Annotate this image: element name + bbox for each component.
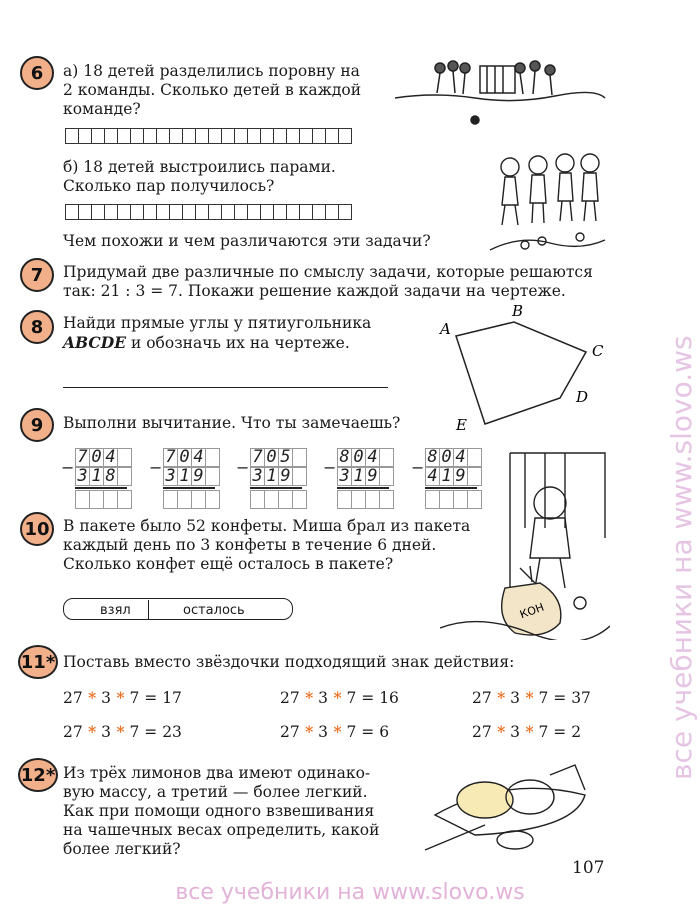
tug-of-war-illustration [395, 48, 615, 128]
digit-cell [379, 448, 394, 467]
minuend [425, 448, 481, 467]
grid-cell [195, 128, 209, 144]
result-line [163, 487, 215, 489]
digit-cell [425, 490, 440, 509]
minus-sign: − [149, 458, 163, 477]
digit-cell [379, 467, 394, 486]
digit-cell [191, 490, 206, 509]
digit-cell [89, 490, 104, 509]
children-pairs-illustration [480, 145, 610, 260]
equation-term: = 16 [356, 689, 399, 707]
equation [63, 688, 182, 707]
answer-grid-a [65, 128, 351, 144]
result-row [250, 490, 306, 509]
grid-cell [234, 204, 248, 220]
grid-cell [117, 204, 131, 220]
digit-cell [163, 490, 178, 509]
equation [280, 722, 389, 741]
digit-cell: 9 [278, 467, 293, 486]
equation-term: 3 [313, 689, 329, 707]
digit-cell [117, 490, 132, 509]
result-line [75, 487, 127, 489]
grid-cell [78, 128, 92, 144]
digit-cell [467, 448, 482, 467]
digit-cell [467, 467, 482, 486]
task-8-text-line2 [63, 333, 350, 353]
digit-cell: 9 [453, 467, 468, 486]
task-6-part-a: а) 18 детей разделились поровну на 2 команды. Сколько детей в каждой команде? [63, 62, 362, 118]
equation-term: 7 [341, 689, 357, 707]
digit-cell [453, 490, 468, 509]
result-line [337, 487, 389, 489]
grid-cell [273, 204, 287, 220]
vertex-e: E [456, 416, 467, 434]
grid-cell [247, 204, 261, 220]
result-line [425, 487, 477, 489]
digit-cell [278, 490, 293, 509]
operator-placeholder[interactable]: * [520, 722, 534, 741]
grid-cell [143, 128, 157, 144]
diagram-bar [63, 598, 293, 620]
grid-cell [247, 128, 261, 144]
grid-cell [130, 204, 144, 220]
grid-cell [299, 204, 313, 220]
grid-cell [182, 128, 196, 144]
task-6-badge: 6 [20, 56, 54, 90]
task-8-badge: 8 [20, 310, 54, 344]
equation [472, 688, 591, 707]
digit-cell: 1 [439, 467, 454, 486]
grid-cell [169, 128, 183, 144]
result-row [425, 490, 481, 509]
bar-divider [148, 600, 149, 620]
result-row [75, 490, 131, 509]
digit-cell: 4 [425, 467, 440, 486]
operator-placeholder[interactable]: * [299, 688, 314, 707]
digit-cell [292, 490, 307, 509]
grid-cell [182, 204, 196, 220]
operator-placeholder[interactable]: * [111, 722, 125, 741]
digit-cell [292, 467, 307, 486]
pentagon-name: ABCDE [63, 333, 127, 352]
digit-cell: 5 [278, 448, 293, 467]
digit-cell: 4 [103, 448, 118, 467]
equation-term: 3 [96, 689, 112, 707]
digit-cell [337, 490, 352, 509]
minuend [75, 448, 131, 467]
minus-sign: − [61, 458, 75, 477]
digit-cell [365, 490, 380, 509]
grid-cell [143, 204, 157, 220]
digit-cell: 9 [365, 467, 380, 486]
digit-cell: 7 [163, 448, 178, 467]
grid-cell [117, 128, 131, 144]
minus-sign: − [323, 458, 337, 477]
subtrahend [337, 467, 393, 486]
task-10-text: В пакете было 52 конфеты. Миша брал из пакета каждый день по 3 конфеты в течение 6 дней. Сколько конфет ещё осталось в пакете? [63, 517, 471, 573]
task-11-text: Поставь вместо звёздочки подходящий знак действия: [63, 653, 515, 671]
task-9-text: Выполни вычитание. Что ты замечаешь? [63, 414, 401, 432]
grid-cell [286, 204, 300, 220]
digit-cell: 0 [439, 448, 454, 467]
digit-cell: 7 [250, 448, 265, 467]
subtrahend [425, 467, 481, 486]
minuend [337, 448, 393, 467]
equation-term: 27 [280, 689, 300, 707]
equation-term: = 6 [356, 723, 390, 741]
equation [280, 688, 399, 707]
grid-cell [195, 204, 209, 220]
digit-cell: 1 [89, 467, 104, 486]
page-number: 107 [572, 858, 605, 878]
digit-cell [379, 490, 394, 509]
vertex-c: C [592, 342, 604, 360]
subtraction-problem [250, 448, 306, 509]
watermark-bottom: все учебники на www.slovo.ws [175, 880, 525, 905]
digit-cell: 3 [337, 467, 352, 486]
digit-cell: 3 [75, 467, 90, 486]
minuend [163, 448, 219, 467]
subtrahend [163, 467, 219, 486]
digit-cell [103, 490, 118, 509]
task-11-badge: 11* [18, 645, 58, 679]
digit-cell: 4 [191, 448, 206, 467]
operator-placeholder[interactable]: * [299, 722, 314, 741]
digit-cell: 9 [191, 467, 206, 486]
equation-term: 3 [96, 723, 112, 741]
equation-term: 3 [505, 723, 521, 741]
digit-cell [205, 448, 220, 467]
digit-cell: 8 [425, 448, 440, 467]
candy-bag-illustration [440, 558, 610, 640]
grid-cell [312, 204, 326, 220]
task-9-badge: 9 [20, 408, 54, 442]
grid-cell [299, 128, 313, 144]
digit-cell: 7 [75, 448, 90, 467]
result-row [163, 490, 219, 509]
watermark-side: все учебники на www.slovo.ws [665, 335, 698, 780]
subtraction-problem [425, 448, 481, 509]
digit-cell [177, 490, 192, 509]
digit-cell [117, 448, 132, 467]
equation [472, 722, 581, 741]
subtrahend [250, 467, 306, 486]
bag-label: КОН [518, 600, 546, 622]
task-7-text: Придумай две различные по смыслу задачи, которые решаются так: 21 : 3 = 7. Покажи решение каждой задачи на чертеже. [63, 263, 593, 300]
task-10-badge: 10 [20, 512, 54, 546]
grid-cell [78, 204, 92, 220]
grid-cell [104, 204, 118, 220]
lemons-illustration [415, 755, 615, 855]
task-7-badge: 7 [20, 258, 54, 292]
task-8-text-rest: и обозначь их на чертеже. [126, 334, 350, 352]
operator-placeholder[interactable]: * [82, 688, 97, 707]
digit-cell [117, 467, 132, 486]
equation-term: 7 [533, 689, 549, 707]
grid-cell [169, 204, 183, 220]
digit-cell: 3 [163, 467, 178, 486]
equation-term: = 37 [548, 689, 591, 707]
grid-cell [65, 128, 79, 144]
operator-placeholder[interactable]: * [491, 688, 506, 707]
equation-term: = 23 [139, 723, 182, 741]
operator-placeholder[interactable]: * [328, 722, 342, 741]
grid-cell [325, 128, 339, 144]
digit-cell [250, 490, 265, 509]
equation-term: 7 [341, 723, 357, 741]
result-line [250, 487, 302, 489]
digit-cell: 8 [103, 467, 118, 486]
task-6-question: Чем похожи и чем различаются эти задачи? [63, 232, 431, 250]
digit-cell [351, 490, 366, 509]
grid-cell [104, 128, 118, 144]
digit-cell [264, 490, 279, 509]
vertex-a: A [440, 320, 451, 338]
equation-term: 27 [280, 723, 300, 741]
digit-cell [292, 448, 307, 467]
digit-cell: 0 [177, 448, 192, 467]
equation-term: = 2 [548, 723, 582, 741]
grid-cell [325, 204, 339, 220]
minus-sign: − [236, 458, 250, 477]
digit-cell [75, 490, 90, 509]
equation-term: 3 [313, 723, 329, 741]
grid-cell [338, 128, 352, 144]
grid-cell [273, 128, 287, 144]
grid-cell [260, 128, 274, 144]
digit-cell: 8 [337, 448, 352, 467]
digit-cell: 0 [351, 448, 366, 467]
digit-cell: 1 [177, 467, 192, 486]
equation-term: = 17 [139, 689, 182, 707]
equation-term: 7 [124, 689, 140, 707]
result-row [337, 490, 393, 509]
pentagon-diagram [430, 300, 610, 435]
answer-line [63, 387, 388, 388]
digit-cell: 4 [365, 448, 380, 467]
answer-grid-b [65, 204, 351, 220]
subtraction-problem [163, 448, 219, 509]
operator-placeholder[interactable]: * [82, 722, 97, 741]
equation-term: 27 [472, 689, 492, 707]
equation [63, 722, 182, 741]
bar-label-taken: взял [100, 603, 131, 618]
minus-sign: − [411, 458, 425, 477]
digit-cell: 3 [250, 467, 265, 486]
digit-cell: 0 [264, 448, 279, 467]
digit-cell: 4 [453, 448, 468, 467]
subtrahend [75, 467, 131, 486]
minuend [250, 448, 306, 467]
operator-placeholder[interactable]: * [111, 688, 125, 707]
grid-cell [156, 204, 170, 220]
digit-cell [439, 490, 454, 509]
grid-cell [208, 128, 222, 144]
grid-cell [260, 204, 274, 220]
operator-placeholder[interactable]: * [520, 688, 534, 707]
digit-cell [467, 490, 482, 509]
grid-cell [221, 204, 235, 220]
task-12-badge: 12* [18, 758, 58, 792]
grid-cell [312, 128, 326, 144]
grid-cell [221, 128, 235, 144]
equation-term: 7 [533, 723, 549, 741]
grid-cell [91, 128, 105, 144]
subtraction-problem [75, 448, 131, 509]
digit-cell [205, 467, 220, 486]
task-12-text: Из трёх лимонов два имеют одинако- вую массу, а третий — более легкий. Как при помощи одного взвешивания на чашечных весах определить, какой более легкий? [63, 764, 380, 858]
grid-cell [130, 128, 144, 144]
equation-term: 3 [505, 689, 521, 707]
grid-cell [338, 204, 352, 220]
digit-cell: 1 [264, 467, 279, 486]
grid-cell [234, 128, 248, 144]
equation-term: 7 [124, 723, 140, 741]
grid-cell [156, 128, 170, 144]
digit-cell: 0 [89, 448, 104, 467]
grid-cell [286, 128, 300, 144]
equation-term: 27 [63, 723, 83, 741]
grid-cell [91, 204, 105, 220]
vertex-d: D [576, 388, 589, 406]
operator-placeholder[interactable]: * [491, 722, 506, 741]
digit-cell [205, 490, 220, 509]
equation-term: 27 [63, 689, 83, 707]
digit-cell: 1 [351, 467, 366, 486]
subtraction-problem [337, 448, 393, 509]
bar-label-remaining: осталось [183, 603, 245, 618]
operator-placeholder[interactable]: * [328, 688, 342, 707]
vertex-b: B [512, 302, 524, 320]
grid-cell [65, 204, 79, 220]
grid-cell [208, 204, 222, 220]
equation-term: 27 [472, 723, 492, 741]
task-6-part-b: б) 18 детей выстроились парами. Сколько пар получилось? [63, 158, 336, 195]
task-8-text-line1: Найди прямые углы у пятиугольника [63, 314, 372, 332]
